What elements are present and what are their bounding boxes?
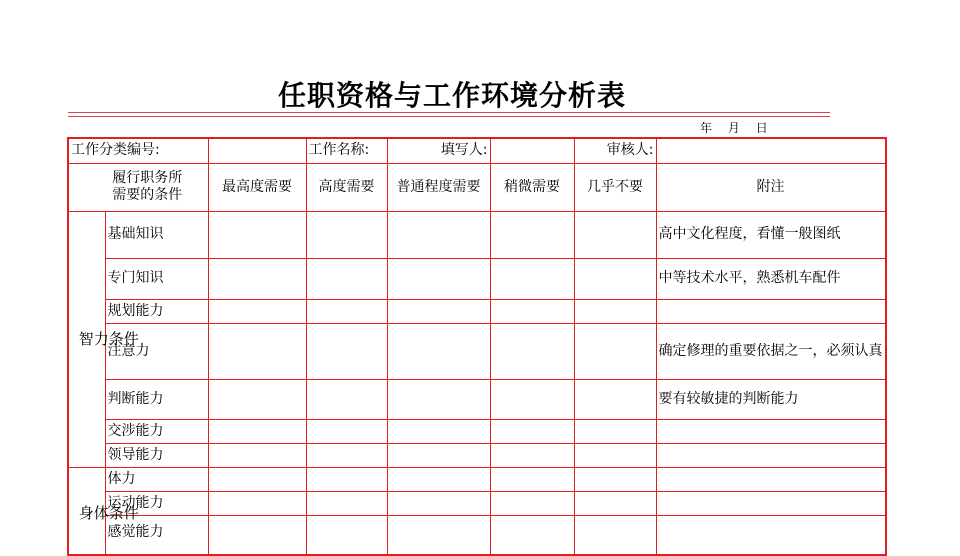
note-cell — [656, 419, 886, 443]
item-label: 交涉能力 — [105, 419, 208, 443]
category-field[interactable] — [208, 138, 306, 163]
level-header-slight: 稍微需要 — [490, 163, 574, 211]
level-cell[interactable] — [574, 258, 656, 299]
level-cell[interactable] — [306, 379, 387, 419]
note-cell — [656, 515, 886, 555]
page-title: 任职资格与工作环境分析表 — [277, 79, 626, 112]
level-cell[interactable] — [490, 419, 574, 443]
level-cell[interactable] — [306, 443, 387, 467]
level-cell[interactable] — [306, 299, 387, 323]
level-cell[interactable] — [208, 419, 306, 443]
level-cell[interactable] — [574, 443, 656, 467]
level-cell[interactable] — [574, 323, 656, 379]
level-cell[interactable] — [490, 443, 574, 467]
note-cell — [656, 491, 886, 515]
level-cell[interactable] — [574, 515, 656, 555]
item-label: 体力 — [105, 467, 208, 491]
level-cell[interactable] — [208, 515, 306, 555]
level-cell[interactable] — [574, 379, 656, 419]
job-name-label: 工作名称: — [306, 138, 387, 163]
level-cell[interactable] — [208, 467, 306, 491]
date-line — [700, 119, 780, 136]
level-header-none: 几乎不要 — [574, 163, 656, 211]
level-cell[interactable] — [490, 467, 574, 491]
qualification-table — [67, 137, 887, 556]
level-cell[interactable] — [387, 491, 490, 515]
level-cell[interactable] — [387, 443, 490, 467]
title-underline-top — [68, 112, 830, 113]
group-label-physical: 身体条件 — [68, 467, 105, 555]
filler-label: 填写人: — [440, 142, 488, 159]
info-row — [68, 138, 886, 163]
item-label: 注意力 — [105, 323, 208, 379]
level-cell[interactable] — [306, 258, 387, 299]
level-cell[interactable] — [306, 323, 387, 379]
table-row — [68, 211, 886, 258]
level-cell[interactable] — [490, 515, 574, 555]
date-year-label: 年 — [700, 121, 713, 135]
level-cell[interactable] — [490, 379, 574, 419]
note-cell: 高中文化程度，看懂一般图纸 — [656, 211, 886, 258]
level-cell[interactable] — [387, 323, 490, 379]
table-row — [68, 491, 886, 515]
level-cell[interactable] — [574, 419, 656, 443]
item-label: 专门知识 — [105, 258, 208, 299]
header-row — [68, 163, 886, 211]
level-cell[interactable] — [208, 443, 306, 467]
level-cell[interactable] — [574, 491, 656, 515]
level-cell[interactable] — [490, 258, 574, 299]
level-cell[interactable] — [208, 323, 306, 379]
title-underline-bottom — [68, 116, 830, 117]
item-label: 基础知识 — [105, 211, 208, 258]
level-cell[interactable] — [306, 467, 387, 491]
level-cell[interactable] — [574, 299, 656, 323]
item-label: 判断能力 — [105, 379, 208, 419]
level-cell[interactable] — [387, 515, 490, 555]
level-cell[interactable] — [208, 379, 306, 419]
table-row — [68, 467, 886, 491]
date-month-label: 月 — [727, 121, 740, 135]
note-cell — [656, 299, 886, 323]
note-header: 附注 — [656, 163, 886, 211]
item-label: 感觉能力 — [105, 515, 208, 555]
table-row — [68, 323, 886, 379]
level-cell[interactable] — [490, 323, 574, 379]
level-cell[interactable] — [208, 491, 306, 515]
level-header-highest: 最高度需要 — [208, 163, 306, 211]
group-label-intellect: 智力条件 — [68, 211, 105, 467]
level-cell[interactable] — [208, 299, 306, 323]
table-row — [68, 258, 886, 299]
level-cell[interactable] — [387, 299, 490, 323]
level-header-normal: 普通程度需要 — [387, 163, 490, 211]
level-cell[interactable] — [306, 515, 387, 555]
requirement-header: 履行职务所需要的条件 — [68, 163, 208, 211]
item-label: 规划能力 — [105, 299, 208, 323]
note-cell — [656, 443, 886, 467]
level-header-high: 高度需要 — [306, 163, 387, 211]
level-cell[interactable] — [387, 379, 490, 419]
filler-field[interactable] — [490, 138, 574, 163]
category-label: 工作分类编号: — [68, 138, 208, 163]
level-cell[interactable] — [306, 211, 387, 258]
level-cell[interactable] — [490, 299, 574, 323]
level-cell[interactable] — [574, 467, 656, 491]
level-cell[interactable] — [490, 211, 574, 258]
note-cell: 中等技术水平，熟悉机车配件 — [656, 258, 886, 299]
table-row — [68, 419, 886, 443]
note-cell: 要有较敏捷的判断能力 — [656, 379, 886, 419]
level-cell[interactable] — [387, 211, 490, 258]
table-row — [68, 379, 886, 419]
date-day-label: 日 — [755, 121, 768, 135]
level-cell[interactable] — [306, 419, 387, 443]
note-cell — [656, 467, 886, 491]
table-row — [68, 443, 886, 467]
level-cell[interactable] — [387, 467, 490, 491]
level-cell[interactable] — [306, 491, 387, 515]
level-cell[interactable] — [208, 211, 306, 258]
reviewer-field[interactable] — [656, 138, 886, 163]
reviewer-label: 审核人: — [574, 138, 656, 163]
level-cell[interactable] — [387, 258, 490, 299]
level-cell[interactable] — [574, 211, 656, 258]
item-label: 运动能力 — [105, 491, 208, 515]
item-label: 领导能力 — [105, 443, 208, 467]
note-cell: 确定修理的重要依据之一，必须认真 — [656, 323, 886, 379]
table-row — [68, 515, 886, 555]
level-cell[interactable] — [490, 491, 574, 515]
table-row — [68, 299, 886, 323]
job-name-field[interactable] — [387, 138, 490, 163]
level-cell[interactable] — [208, 258, 306, 299]
level-cell[interactable] — [387, 419, 490, 443]
